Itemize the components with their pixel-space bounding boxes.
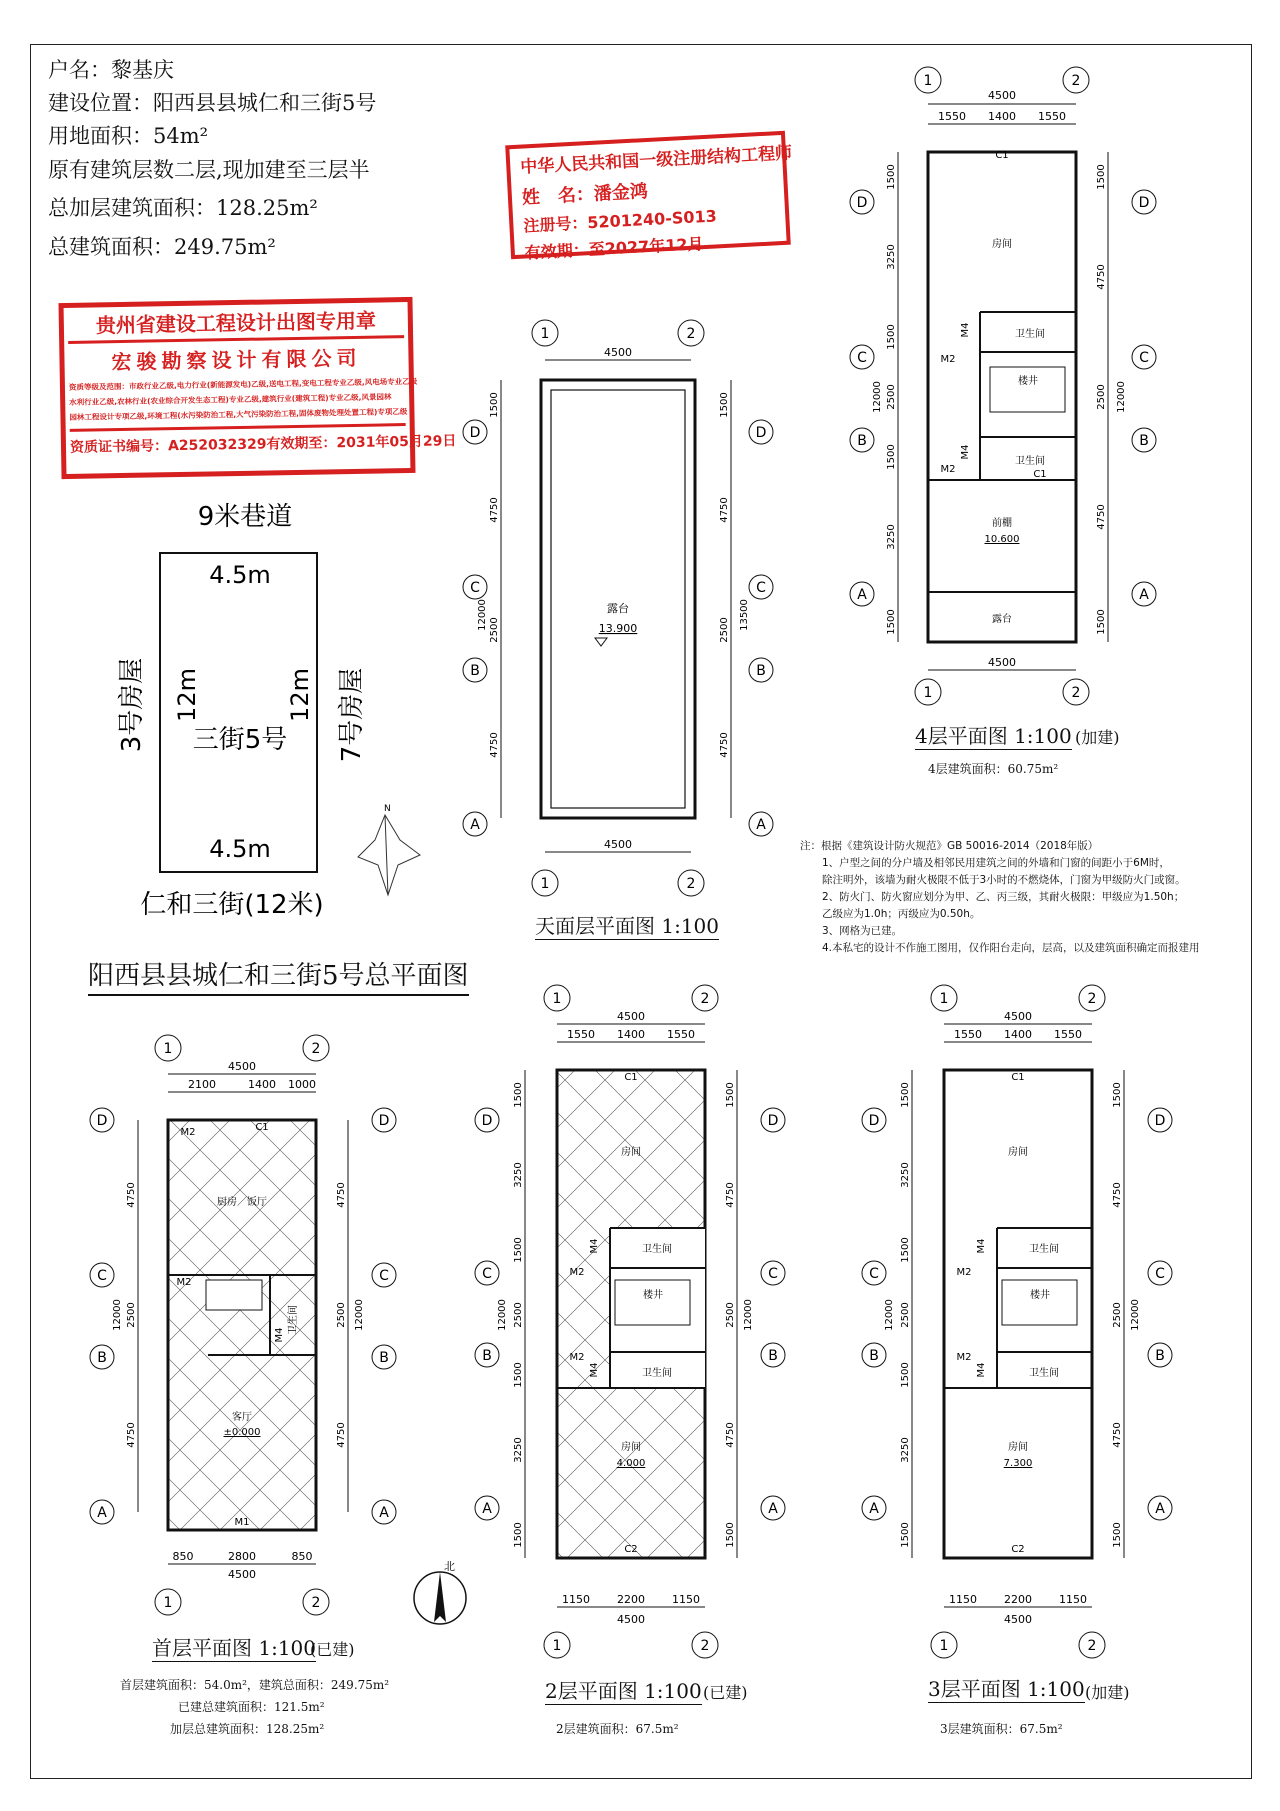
f3-axis-1-top: 1 [939, 991, 949, 1007]
f2-axis-1-bottom: 1 [552, 1638, 562, 1654]
site-plan-title: 阳西县县城仁和三街5号总平面图 [88, 955, 469, 996]
compass-north-label: 北 [444, 1560, 455, 1573]
f4-axis-A-right: A [1139, 587, 1149, 603]
added-area: 总加层建筑面积：128.25m² [48, 196, 318, 220]
roof-dim-width-top: 4500 [604, 346, 632, 359]
f3-dim-l3: 1500 [900, 1237, 911, 1263]
owner-name: 户名：黎基庆 [48, 58, 174, 82]
f2-axis-C-right: C [768, 1266, 778, 1282]
roof-axis-C-right: C [756, 580, 766, 596]
f1-stair [206, 1280, 262, 1310]
site-right-neighbor: 7号房屋 [337, 667, 367, 763]
f2-room-top-label: 房间 [621, 1147, 641, 1158]
note-line-4: 乙级应为1.0h；丙级应为0.50h。 [822, 908, 981, 920]
f4-door-m2-a: M2 [940, 354, 956, 365]
roof-axis-D-right: D [755, 425, 767, 441]
f4-dim-r2: 4750 [1096, 264, 1107, 290]
floor3-title: 3层平面图 1:100 [928, 1673, 1085, 1703]
f3-dim-total-top: 4500 [1004, 1010, 1032, 1023]
f3-axis-A-left: A [869, 1501, 879, 1517]
f3-dim-r1: 1500 [1112, 1082, 1123, 1108]
f2-dim-r3: 2500 [725, 1302, 736, 1328]
f3-room-top-label: 房间 [1008, 1147, 1028, 1158]
floor-count: 原有建筑层数二层,现加建至三层半 [48, 158, 370, 182]
f2-axis-B-right: B [768, 1348, 778, 1364]
f4-dim-right-total: 12000 [1116, 381, 1127, 413]
f1-door-m1: M1 [234, 1517, 250, 1528]
f4-balcony-label: 露台 [992, 614, 1012, 625]
f2-axis-A-left: A [482, 1501, 492, 1517]
floor2-tag: (已建) [703, 1683, 748, 1702]
f2-axis-A-right: A [768, 1501, 778, 1517]
note-line-1: 1、户型之间的分户墙及相邻民用建筑之间的外墙和门窗的间距小于6M时， [822, 857, 1170, 869]
note-line-0: 注：根据《建筑设计防火规范》GB 50016-2014（2018年版） [800, 840, 1099, 852]
design-stamp-title: 贵州省建设工程设计出图专用章 [68, 304, 405, 344]
f1-door-m2-mid: M2 [176, 1277, 192, 1288]
f4-door-m4-a: M4 [960, 322, 971, 338]
site-length-right: 12m [286, 668, 314, 722]
f1-axis-1-bottom: 1 [163, 1595, 173, 1611]
f4-dim-top-2: 1400 [988, 110, 1016, 123]
f3-axis-A-right: A [1155, 1501, 1165, 1517]
f3-dim-r3: 2500 [1112, 1302, 1123, 1328]
build-location: 建设位置：阳西县县城仁和三街5号 [48, 91, 377, 115]
f3-wc-top-label: 卫生间 [1029, 1244, 1059, 1255]
floor1-title: 首层平面图 1:100 [152, 1632, 316, 1662]
floor3-tag: (加建) [1085, 1683, 1130, 1702]
f3-axis-D-right: D [1154, 1113, 1166, 1129]
f4-axis-C-left: C [857, 350, 867, 366]
f1-axis-2-top: 2 [311, 1041, 321, 1057]
north-compass-icon [410, 1560, 470, 1630]
f2-dim-r5: 1500 [725, 1522, 736, 1548]
f4-axis-1-bottom: 1 [923, 685, 933, 701]
f4-axis-D-right: D [1138, 195, 1150, 211]
f1-axis-B-right: B [379, 1350, 389, 1366]
roof-axis-2-top: 2 [686, 326, 696, 342]
f2-dim-bottom-2: 2200 [617, 1593, 645, 1606]
f2-dim-l4: 2500 [513, 1302, 524, 1328]
roof-plan-title: 天面层平面图 1:100 [535, 910, 719, 940]
f4-window-c1-mid: C1 [1033, 469, 1047, 480]
f3-axis-D-left: D [868, 1113, 880, 1129]
f2-dim-total-top: 4500 [617, 1010, 645, 1023]
roof-terrace-label: 露台 [607, 602, 629, 615]
f1-dim-top-1: 2100 [188, 1078, 216, 1091]
f4-window-c1-top: C1 [995, 150, 1009, 161]
roof-elevation: 13.900 [598, 622, 638, 635]
f1-dim-l1: 4750 [126, 1182, 137, 1208]
floor1-plan [80, 1030, 410, 1650]
f4-dim-total-bottom: 4500 [988, 656, 1016, 669]
roof-axis-A-right: A [756, 817, 766, 833]
floor1-area-line-1: 首层建筑面积：54.0m²，建筑总面积：249.75m² [120, 1678, 390, 1692]
f4-front-label: 前棚 [992, 518, 1012, 529]
roof-axis-C-left: C [470, 580, 480, 596]
f3-dim-top-1: 1550 [954, 1028, 982, 1041]
elevation-mark-icon [595, 638, 607, 646]
site-width-top: 4.5m [209, 561, 271, 589]
roof-axis-B-left: B [470, 663, 480, 679]
f4-dim-l5: 1500 [886, 444, 897, 470]
f1-axis-D-right: D [378, 1113, 390, 1129]
f2-door-m2-a: M2 [569, 1267, 585, 1278]
note-line-2: 除注明外，该墙为耐火极限不低于3小时的不燃烧体，门窗为甲级防火门或窗。 [822, 874, 1186, 886]
f1-dim-bottom-1: 850 [172, 1550, 194, 1563]
f2-dim-total-bottom: 4500 [617, 1613, 645, 1626]
f2-axis-D-left: D [481, 1113, 493, 1129]
floor2-plan [465, 980, 795, 1670]
floor4-title: 4层平面图 1:100 [915, 720, 1072, 750]
note-line-6: 4.本私宅的设计不作施工图用，仅作阳台走向，层高，以及建筑面积确定而报建用 [822, 942, 1200, 954]
f1-elevation: ±0.000 [223, 1427, 261, 1438]
roof-plan [455, 315, 785, 905]
f2-dim-r2: 4750 [725, 1182, 736, 1208]
f2-dim-l3: 1500 [513, 1237, 524, 1263]
floor3-plan [852, 980, 1182, 1670]
f3-dim-left-total: 12000 [884, 1299, 895, 1331]
f2-stair-label: 楼井 [643, 1290, 663, 1301]
svg-text:N: N [384, 804, 391, 814]
f3-dim-l1: 1500 [900, 1082, 911, 1108]
floor4-tag: (加建) [1075, 728, 1120, 747]
f4-axis-B-left: B [857, 433, 867, 449]
f3-dim-l5: 1500 [900, 1362, 911, 1388]
f4-axis-1-top: 1 [923, 73, 933, 89]
f2-stair [615, 1280, 690, 1325]
f1-dim-r2: 2500 [336, 1302, 347, 1328]
f1-axis-A-right: A [379, 1505, 389, 1521]
f4-room-label: 房间 [992, 239, 1012, 250]
f3-dim-right-total: 12000 [1130, 1299, 1141, 1331]
f4-elevation: 10.600 [984, 534, 1020, 545]
f1-dim-bottom-2: 2800 [228, 1550, 256, 1563]
f1-window-c1: C1 [255, 1122, 269, 1133]
land-area: 用地面积：54m² [48, 124, 209, 148]
site-bottom-road: 仁和三街(12米) [140, 890, 324, 920]
floor4-area: 4层建筑面积：60.75m² [928, 762, 1059, 776]
roof-dim-right-4: 4750 [719, 732, 730, 758]
f2-axis-2-top: 2 [700, 991, 710, 1007]
note-line-3: 2、防火门、防火窗应划分为甲、乙、丙三级，其耐火极限：甲级应为1.50h； [822, 891, 1185, 903]
f3-dim-r5: 1500 [1112, 1522, 1123, 1548]
f3-elevation: 7.300 [1003, 1458, 1033, 1469]
floor2-area: 2层建筑面积：67.5m² [556, 1722, 679, 1736]
f2-axis-C-left: C [482, 1266, 492, 1282]
floor1-tag: (已建) [310, 1640, 355, 1659]
f1-dim-l3: 4750 [126, 1422, 137, 1448]
f3-wc-bottom-label: 卫生间 [1029, 1368, 1059, 1379]
f1-axis-D-left: D [96, 1113, 108, 1129]
f4-axis-2-top: 2 [1071, 73, 1081, 89]
engineer-stamp-name: 姓 名：潘金鸿 [521, 181, 649, 209]
site-left-neighbor: 3号房屋 [117, 657, 147, 753]
f2-dim-top-1: 1550 [567, 1028, 595, 1041]
roof-axis-2-bottom: 2 [686, 876, 696, 892]
f1-door-m2-top: M2 [180, 1127, 196, 1138]
f4-axis-C-right: C [1139, 350, 1149, 366]
f1-dim-left-total: 12000 [112, 1299, 123, 1331]
floor2-title: 2层平面图 1:100 [545, 1675, 702, 1705]
f2-dim-l1: 1500 [513, 1082, 524, 1108]
site-width-bottom: 4.5m [209, 835, 271, 863]
f1-kitchen-label: 厨房／饭厅 [217, 1197, 267, 1208]
f3-axis-2-top: 2 [1087, 991, 1097, 1007]
f3-axis-B-right: B [1155, 1348, 1165, 1364]
f2-axis-2-bottom: 2 [700, 1638, 710, 1654]
f4-axis-B-right: B [1139, 433, 1149, 449]
note-line-5: 3、网格为已建。 [822, 925, 903, 937]
f1-axis-A-left: A [97, 1505, 107, 1521]
f2-dim-l2: 3250 [513, 1162, 524, 1188]
f4-wc-bottom-label: 卫生间 [1015, 456, 1045, 467]
f4-dim-l7: 1500 [886, 609, 897, 635]
f1-dim-r1: 4750 [336, 1182, 347, 1208]
engineer-stamp-valid: 有效期：至2027年12月 [524, 234, 704, 263]
f4-stair [990, 367, 1065, 412]
floor1-area-line-3: 加层总建筑面积：128.25m² [170, 1722, 325, 1736]
f3-dim-l4: 2500 [900, 1302, 911, 1328]
roof-dim-left-3: 2500 [489, 617, 500, 643]
f2-door-m4-b: M4 [589, 1362, 600, 1378]
f4-dim-r3: 2500 [1096, 384, 1107, 410]
f1-dim-total-top: 4500 [228, 1060, 256, 1073]
f2-dim-right-total: 12000 [743, 1299, 754, 1331]
f4-dim-r1: 1500 [1096, 164, 1107, 190]
roof-outline [541, 380, 695, 818]
f4-axis-D-left: D [856, 195, 868, 211]
f3-room-bottom-label: 房间 [1008, 1442, 1028, 1453]
roof-axis-B-right: B [756, 663, 766, 679]
f2-dim-top-2: 1400 [617, 1028, 645, 1041]
roof-dim-left-2: 4750 [489, 497, 500, 523]
f2-dim-left-total: 12000 [497, 1299, 508, 1331]
roof-dim-right-3: 2500 [719, 617, 730, 643]
f1-dim-r3: 4750 [336, 1422, 347, 1448]
design-stamp-company: 宏骏勘察设计有限公司 [111, 345, 362, 375]
f2-axis-1-top: 1 [552, 991, 562, 1007]
f2-dim-r4: 4750 [725, 1422, 736, 1448]
f3-dim-l2: 3250 [900, 1162, 911, 1188]
design-stamp-scope-1: 资质等级及范围：市政行业乙级,电力行业(新能源发电)乙级,送电工程,变电工程专业乙级,风电场专业乙级 [68, 376, 418, 392]
f4-door-m4-b: M4 [960, 444, 971, 460]
f3-window-c2: C2 [1011, 1544, 1025, 1555]
f4-dim-top-3: 1550 [1038, 110, 1066, 123]
roof-dim-left-total: 12000 [477, 599, 488, 631]
f2-dim-bottom-1: 1150 [562, 1593, 590, 1606]
north-arrow-icon [358, 804, 420, 895]
f3-door-m4-a: M4 [976, 1238, 987, 1254]
f4-axis-A-left: A [857, 587, 867, 603]
roof-axis-1-bottom: 1 [540, 876, 550, 892]
site-top-road: 9米巷道 [197, 502, 293, 532]
f2-room-bottom-label: 房间 [621, 1442, 641, 1453]
f3-dim-l6: 3250 [900, 1437, 911, 1463]
f3-stair-label: 楼井 [1030, 1290, 1050, 1301]
f4-dim-r5: 1500 [1096, 609, 1107, 635]
engineer-stamp-regno: 注册号：5201240-S013 [522, 206, 718, 236]
design-stamp-scope-2: 水利行业乙级,农林行业(农业综合开发生态工程)专业乙级,建筑行业(建筑工程)专业乙级,风景园林 [69, 392, 392, 407]
f1-wc-label: 卫生间 [288, 1305, 299, 1335]
f1-dim-l2: 2500 [126, 1302, 137, 1328]
f1-axis-2-bottom: 2 [311, 1595, 321, 1611]
roof-dim-right-total: 13500 [739, 599, 750, 631]
f4-dim-l2: 3250 [886, 244, 897, 270]
roof-parapet [551, 390, 685, 808]
f3-axis-1-bottom: 1 [939, 1638, 949, 1654]
f2-wc-bottom-label: 卫生间 [642, 1368, 672, 1379]
f3-door-m2-a: M2 [956, 1267, 972, 1278]
f1-living-label: 客厅 [232, 1412, 252, 1423]
f3-dim-r4: 4750 [1112, 1422, 1123, 1448]
f3-window-c1: C1 [1011, 1072, 1025, 1083]
f1-dim-bottom-3: 850 [291, 1550, 313, 1563]
f4-dim-l4: 2500 [886, 384, 897, 410]
f3-dim-bottom-2: 2200 [1004, 1593, 1032, 1606]
f4-dim-left-total: 12000 [872, 381, 883, 413]
total-area: 总建筑面积：249.75m² [48, 235, 276, 259]
site-length-left: 12m [173, 668, 201, 722]
roof-dim-left-1: 1500 [489, 392, 500, 418]
f3-dim-top-3: 1550 [1054, 1028, 1082, 1041]
f2-window-c2: C2 [624, 1544, 638, 1555]
engineer-stamp-title: 中华人民共和国一级注册结构工程师 [519, 143, 793, 178]
f2-window-c1: C1 [624, 1072, 638, 1083]
f4-dim-l6: 3250 [886, 524, 897, 550]
f1-axis-B-left: B [97, 1350, 107, 1366]
f3-stair [1002, 1280, 1077, 1325]
f2-dim-l5: 1500 [513, 1362, 524, 1388]
roof-dim-right-2: 4750 [719, 497, 730, 523]
f3-door-m4-b: M4 [976, 1362, 987, 1378]
f4-dim-top-1: 1550 [938, 110, 966, 123]
f1-axis-C-left: C [97, 1268, 107, 1284]
f2-elevation: 4.000 [616, 1458, 646, 1469]
roof-dim-right-1: 1500 [719, 392, 730, 418]
f2-dim-l7: 1500 [513, 1522, 524, 1548]
f1-dim-top-2: 1400 [248, 1078, 276, 1091]
f3-dim-top-2: 1400 [1004, 1028, 1032, 1041]
f2-axis-B-left: B [482, 1348, 492, 1364]
f4-axis-2-bottom: 2 [1071, 685, 1081, 701]
engineer-stamp [505, 131, 793, 263]
f4-dim-total-top: 4500 [988, 89, 1016, 102]
f2-door-m4-a: M4 [589, 1238, 600, 1254]
f3-dim-bottom-1: 1150 [949, 1593, 977, 1606]
fire-notes [800, 838, 1250, 957]
f4-wc-top-label: 卫生间 [1015, 329, 1045, 340]
f2-axis-D-right: D [767, 1113, 779, 1129]
f2-dim-bottom-3: 1150 [672, 1593, 700, 1606]
f1-dim-right-total: 12000 [354, 1299, 365, 1331]
f3-door-m2-b: M2 [956, 1352, 972, 1363]
f4-stair-label: 楼井 [1018, 376, 1038, 387]
site-lot-name: 三街5号 [192, 725, 288, 755]
floor1-area-line-2: 已建总建筑面积：121.5m² [178, 1700, 325, 1714]
f4-dim-r4: 4750 [1096, 504, 1107, 530]
f3-axis-B-left: B [869, 1348, 879, 1364]
f2-dim-r1: 1500 [725, 1082, 736, 1108]
f3-dim-bottom-3: 1150 [1059, 1593, 1087, 1606]
f2-wc-top-label: 卫生间 [642, 1244, 672, 1255]
f3-dim-r2: 4750 [1112, 1182, 1123, 1208]
f3-dim-total-bottom: 4500 [1004, 1613, 1032, 1626]
f3-dim-l7: 1500 [900, 1522, 911, 1548]
f1-axis-C-right: C [379, 1268, 389, 1284]
roof-axis-1-top: 1 [540, 326, 550, 342]
roof-dim-width-bottom: 4500 [604, 838, 632, 851]
f4-dim-l1: 1500 [886, 164, 897, 190]
f3-axis-2-bottom: 2 [1087, 1638, 1097, 1654]
roof-axis-D-left: D [469, 425, 481, 441]
roof-dim-left-4: 4750 [489, 732, 500, 758]
f2-dim-top-3: 1550 [667, 1028, 695, 1041]
floor4-plan [840, 62, 1170, 722]
design-stamp-cert: 资质证书编号：A252032329有效期至：2031年05月29日 [69, 433, 457, 456]
f1-dim-total-bottom: 4500 [228, 1568, 256, 1581]
f4-dim-l3: 1500 [886, 324, 897, 350]
f4-door-m2-b: M2 [940, 464, 956, 475]
roof-axis-A-left: A [470, 817, 480, 833]
f3-axis-C-left: C [869, 1266, 879, 1282]
f1-axis-1-top: 1 [163, 1041, 173, 1057]
f2-door-m2-b: M2 [569, 1352, 585, 1363]
design-stamp [58, 297, 457, 479]
design-stamp-scope-3: 园林工程设计专项乙级,环境工程(水污染防治工程,大气污染防治工程,固体废物处理处置工程)专项乙级 [69, 406, 405, 432]
site-plan [100, 495, 470, 965]
f4-outline [928, 152, 1076, 642]
f2-dim-l6: 3250 [513, 1437, 524, 1463]
floor3-area: 3层建筑面积：67.5m² [940, 1722, 1063, 1736]
f3-axis-C-right: C [1155, 1266, 1165, 1282]
f1-door-m4: M4 [274, 1327, 285, 1343]
f1-dim-top-3: 1000 [288, 1078, 316, 1091]
